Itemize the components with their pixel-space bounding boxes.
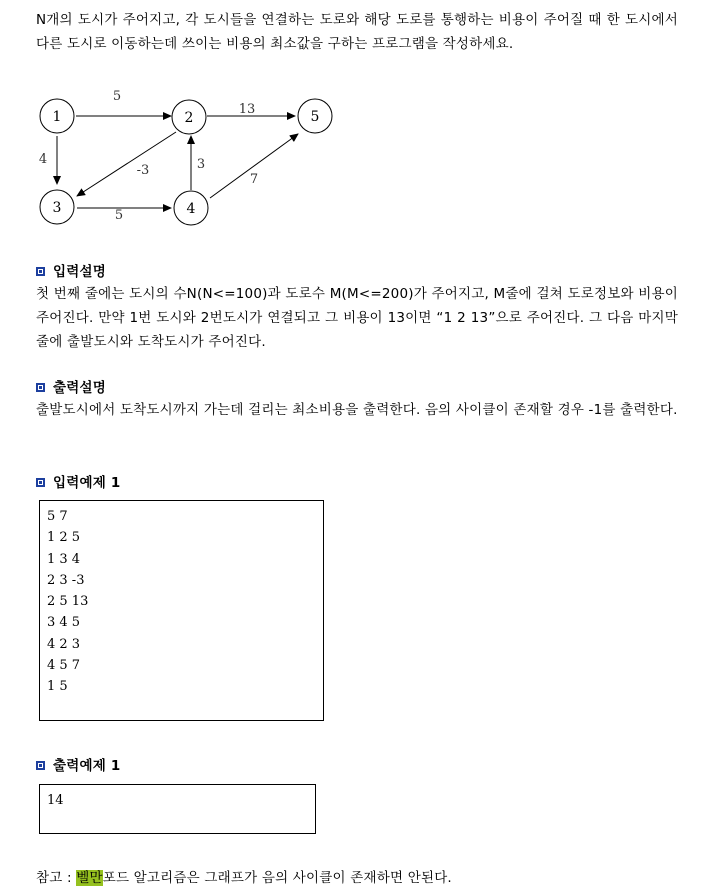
node-1 [40, 99, 74, 133]
example-input-title-text: 입력예제 1 [53, 475, 121, 491]
weight-1-2: 5 [112, 89, 122, 104]
edge-2-3 [77, 132, 176, 196]
node-3-label: 3 [52, 200, 62, 216]
note [36, 866, 452, 886]
example-input-line: 1 3 4 [47, 551, 81, 567]
example-output-title-text: 출력예제 1 [53, 758, 121, 774]
example-input-line: 4 5 7 [47, 658, 81, 674]
input-description: 첫 번째 줄에는 도시의 수N(N<=100)과 도로수 M(M<=200)가 주어지고, M줄에 걸쳐 도로정보와 비용이 주어진다. 만약 1번 도시와 2번도시가 연결되고 그 비용이 13이면 “1 2 13”으로 주어진다. 그 다음 마지막 줄에 출발도시와 도착도시가 주어진다. [36, 286, 678, 350]
example-input-line: 3 4 5 [47, 615, 81, 631]
example-input-box [39, 500, 324, 721]
weight-3-4: 5 [114, 208, 124, 223]
weight-4-5: 7 [249, 172, 259, 187]
output-section-title-text: 출력설명 [53, 380, 106, 396]
example-input-line: 2 3 -3 [47, 572, 85, 588]
graph-diagram [30, 88, 350, 233]
weight-1-3: 4 [38, 152, 48, 167]
square-bullet-icon [36, 383, 45, 392]
node-4-label: 4 [186, 201, 196, 217]
input-section-title-text: 입력설명 [53, 264, 106, 280]
example-output-box [39, 784, 316, 834]
example-input-line: 1 2 5 [47, 530, 81, 546]
note-highlight: 벨만 [76, 870, 103, 886]
weight-2-5: 13 [238, 102, 256, 117]
example-input-line: 2 5 13 [47, 594, 89, 610]
square-bullet-icon [36, 761, 45, 770]
weight-4-2: 3 [196, 157, 206, 172]
square-bullet-icon [36, 478, 45, 487]
weight-2-3: -3 [136, 163, 150, 178]
node-4 [174, 191, 208, 225]
output-section-title [36, 376, 106, 396]
example-input-line: 5 7 [47, 509, 68, 524]
node-5-label: 5 [310, 109, 320, 125]
square-bullet-icon [36, 267, 45, 276]
note-rest: 포드 알고리즘은 그래프가 음의 사이클이 존재하면 안된다. [102, 870, 452, 886]
example-output-title [36, 754, 120, 774]
example-input-line: 1 5 [47, 679, 68, 695]
node-2-label: 2 [184, 110, 194, 126]
example-output-line: 14 [47, 793, 64, 808]
node-5 [298, 99, 332, 133]
edge-4-5 [210, 134, 298, 198]
example-input-line: 4 2 3 [47, 636, 81, 652]
output-description: 출발도시에서 도착도시까지 가는데 걸리는 최소비용을 출력한다. 음의 사이클이 존재할 경우 -1를 출력한다. [36, 402, 678, 418]
input-section-title [36, 260, 106, 280]
node-1-label: 1 [52, 109, 62, 125]
node-3 [40, 190, 74, 224]
example-input-title [36, 471, 120, 491]
node-2 [172, 100, 206, 134]
note-prefix: 참고 : [36, 870, 77, 886]
problem-description: N개의 도시가 주어지고, 각 도시들을 연결하는 도로와 해당 도로를 통행하는 비용이 주어질 때 한 도시에서 다른 도시로 이동하는데 쓰이는 비용의 최소값을 구하는 프로그램을 작성하세요. [36, 12, 678, 52]
